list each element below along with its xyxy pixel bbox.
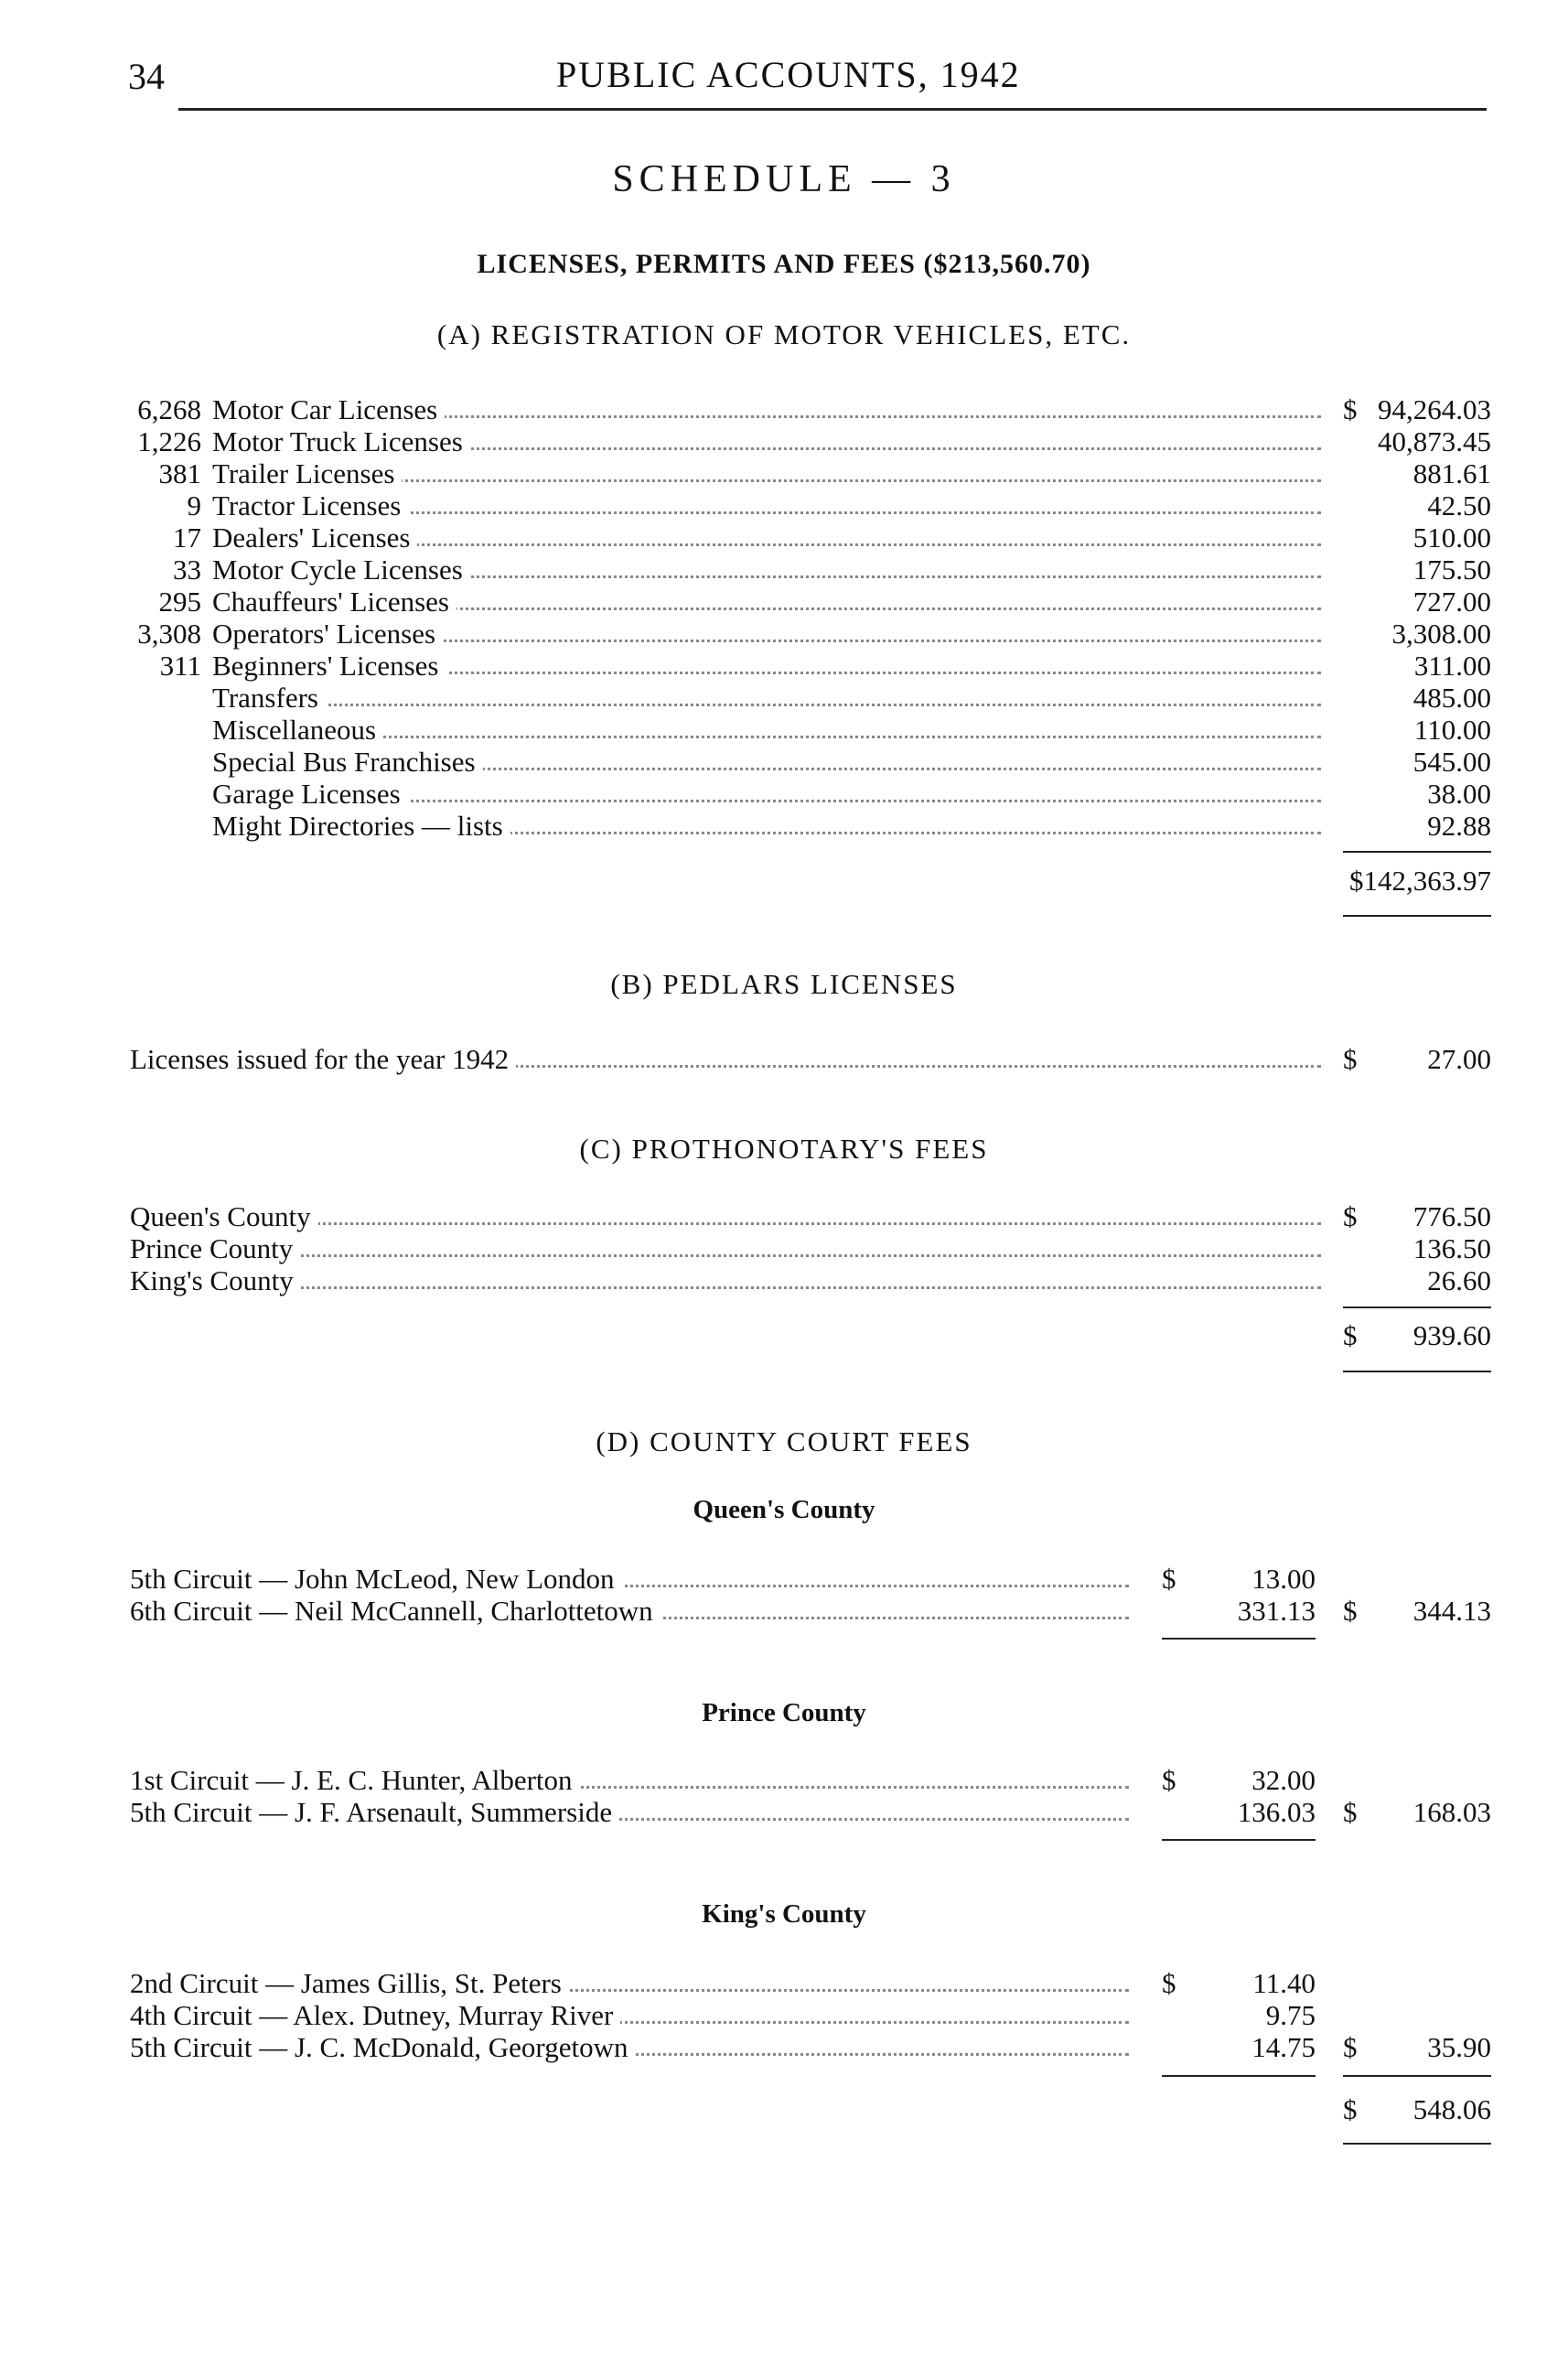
row-label: 5th Circuit — J. F. Arsenault, Summerside: [130, 1796, 619, 1829]
table-row: [0, 714, 1568, 747]
row-subamount: 331.13: [1237, 1595, 1316, 1627]
county-heading-queens: Queen's County: [693, 1495, 875, 1524]
table-row: [0, 554, 1568, 586]
row-label: Special Bus Franchises: [212, 746, 483, 779]
row-label: 5th Circuit — John McLeod, New London: [130, 1563, 622, 1596]
row-label: Prince County: [130, 1232, 300, 1265]
row-label: 1st Circuit — J. E. C. Hunter, Alberton: [130, 1764, 580, 1797]
table-row: [0, 778, 1568, 811]
dollar-sign: $: [1162, 1967, 1176, 1999]
section-d-total: 548.06: [1412, 2093, 1491, 2125]
row-subamount: 14.75: [1251, 2031, 1316, 2063]
table-row: [0, 1967, 1568, 2000]
row-amount: 727.00: [1412, 586, 1491, 618]
row-amount: 94,264.03: [1378, 393, 1491, 425]
row-subamount: 136.03: [1237, 1796, 1316, 1828]
subtotal-rule: [1162, 1839, 1316, 1841]
leader-dots: [130, 1254, 1321, 1261]
table-row: [0, 1043, 1568, 1076]
row-amount: 545.00: [1412, 746, 1491, 778]
dollar-sign: $: [1343, 1595, 1358, 1627]
section-d-title: (D) COUNTY COURT FEES: [596, 1425, 972, 1457]
row-label: 6th Circuit — Neil McCannell, Charlottetown: [130, 1595, 660, 1628]
row-amount: 136.50: [1412, 1232, 1491, 1264]
row-label: 5th Circuit — J. C. McDonald, Georgetown: [130, 2031, 635, 2064]
page-number: 34: [128, 56, 165, 97]
dollar-sign: $: [1162, 1764, 1176, 1796]
row-subamount: 32.00: [1251, 1764, 1316, 1796]
table-row: [0, 682, 1568, 715]
section-total-row: [0, 1319, 1568, 1352]
row-amount: 26.60: [1427, 1264, 1491, 1296]
row-amount: 27.00: [1427, 1043, 1491, 1075]
table-row: [0, 522, 1568, 554]
row-amount: 110.00: [1413, 714, 1491, 746]
row-label: Motor Truck Licenses: [212, 425, 470, 458]
row-quantity: 295: [158, 586, 201, 618]
row-quantity: 6,268: [137, 393, 201, 425]
row-label: Garage Licenses: [212, 778, 408, 811]
row-label: Operators' Licenses: [212, 618, 443, 651]
leader-dots: [130, 1286, 1321, 1293]
row-subamount: 11.40: [1252, 1967, 1316, 1999]
table-row: [0, 489, 1568, 522]
row-label: 4th Circuit — Alex. Dutney, Murray River: [130, 1999, 620, 2032]
table-row: [0, 393, 1568, 426]
dollar-sign: $: [1343, 1200, 1358, 1232]
row-amount: 510.00: [1412, 522, 1491, 554]
county-heading-prince: Prince County: [702, 1698, 866, 1727]
row-label: Motor Cycle Licenses: [212, 554, 470, 586]
total-rule: [1343, 915, 1491, 917]
row-label: Chauffeurs' Licenses: [212, 586, 456, 618]
row-quantity: 3,308: [137, 618, 201, 650]
section-total-row: [0, 865, 1568, 898]
subtotal-rule: [1162, 1638, 1316, 1640]
section-a-title: (A) REGISTRATION OF MOTOR VEHICLES, ETC.: [436, 318, 1132, 350]
row-label: King's County: [130, 1264, 301, 1297]
dollar-sign: $: [1343, 2093, 1358, 2125]
row-subamount: 13.00: [1251, 1563, 1316, 1595]
row-label: Might Directories — lists: [212, 810, 510, 843]
row-amount: 344.13: [1412, 1595, 1491, 1627]
table-row: [0, 746, 1568, 779]
row-amount: 485.00: [1412, 682, 1491, 714]
table-row: [0, 1764, 1568, 1797]
row-amount: 42.50: [1427, 489, 1491, 522]
table-row: [0, 2031, 1568, 2064]
dollar-sign: $: [1343, 393, 1358, 425]
header-rule: [178, 108, 1487, 111]
row-label: Trailer Licenses: [212, 457, 402, 490]
table-row: [0, 1232, 1568, 1265]
row-quantity: 33: [173, 554, 201, 586]
dollar-sign: $: [1343, 1319, 1358, 1351]
row-quantity: 311: [159, 650, 201, 682]
table-row: [0, 1796, 1568, 1829]
section-c-title: (C) PROTHONOTARY'S FEES: [579, 1133, 989, 1165]
running-title: PUBLIC ACCOUNTS, 1942: [556, 54, 1021, 95]
total-rule: [1343, 2143, 1491, 2145]
row-amount: 311.00: [1413, 650, 1491, 682]
row-amount: 168.03: [1412, 1796, 1491, 1828]
table-row: [0, 810, 1568, 843]
table-row: [0, 1264, 1568, 1297]
dollar-sign: $: [1162, 1563, 1176, 1595]
schedule-subtitle: LICENSES, PERMITS AND FEES ($213,560.70): [477, 249, 1091, 279]
leader-dots: [212, 704, 1321, 710]
row-amount: 38.00: [1427, 778, 1491, 810]
table-row: [0, 618, 1568, 651]
table-row: [0, 1595, 1568, 1628]
row-label: Transfers: [212, 682, 326, 715]
table-row: [0, 425, 1568, 458]
row-quantity: 381: [158, 457, 201, 489]
row-label: Beginners' Licenses: [212, 650, 446, 683]
row-amount: 776.50: [1412, 1200, 1491, 1232]
row-quantity: 9: [187, 489, 201, 522]
section-total-row: [0, 2093, 1568, 2126]
row-label: Tractor Licenses: [212, 489, 408, 522]
table-row: [0, 1200, 1568, 1233]
dollar-sign: $: [1343, 1796, 1358, 1828]
row-label: Dealers' Licenses: [212, 522, 417, 554]
total-rule: [1343, 1307, 1491, 1308]
section-c-total: 939.60: [1412, 1319, 1491, 1351]
row-amount: 175.50: [1412, 554, 1491, 586]
dollar-sign: $: [1343, 1043, 1358, 1075]
total-rule: [1343, 851, 1491, 853]
row-quantity: 1,226: [137, 425, 201, 457]
table-row: [0, 1999, 1568, 2032]
table-row: [0, 586, 1568, 618]
schedule-title: SCHEDULE — 3: [612, 158, 956, 200]
table-row: [0, 457, 1568, 490]
table-row: [0, 650, 1568, 683]
row-amount: 881.61: [1412, 457, 1491, 489]
row-label: Motor Car Licenses: [212, 393, 445, 426]
row-amount: 92.88: [1427, 810, 1491, 842]
row-amount: 3,308.00: [1391, 618, 1491, 650]
total-rule: [1343, 2075, 1491, 2077]
dollar-sign: $: [1343, 2031, 1358, 2063]
total-rule: [1343, 1371, 1491, 1372]
section-b-title: (B) PEDLARS LICENSES: [610, 968, 958, 1000]
section-a-total: $142,363.97: [1349, 865, 1491, 897]
table-row: [0, 1563, 1568, 1596]
row-amount: 35.90: [1427, 2031, 1491, 2063]
row-quantity: 17: [173, 522, 201, 554]
row-subamount: 9.75: [1265, 1999, 1316, 2031]
subtotal-rule: [1162, 2075, 1316, 2077]
county-heading-kings: King's County: [702, 1899, 866, 1929]
row-amount: 40,873.45: [1378, 425, 1491, 457]
row-label: Queen's County: [130, 1200, 318, 1233]
row-label: 2nd Circuit — James Gillis, St. Peters: [130, 1967, 569, 2000]
row-label: Miscellaneous: [212, 714, 383, 747]
row-label: Licenses issued for the year 1942: [130, 1043, 516, 1076]
